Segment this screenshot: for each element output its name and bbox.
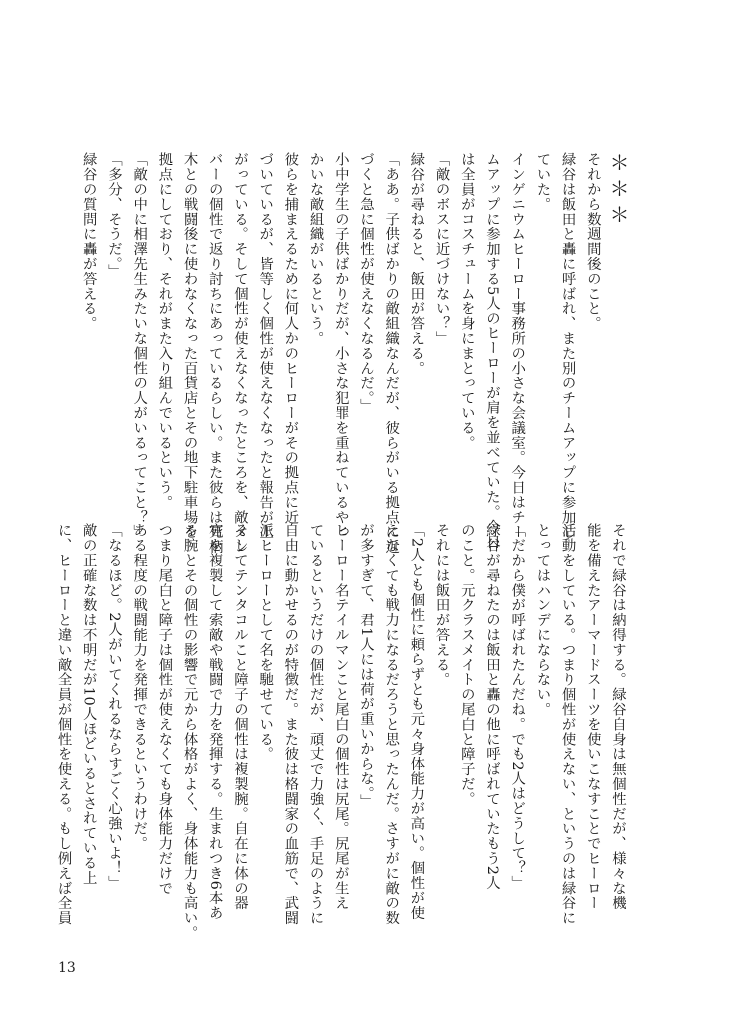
text-line: そしてテンタコルこと障子の個性は複製腕。自在に体の器 — [231, 523, 248, 911]
text-line: 彼らを捕まえるために何人かのヒーローがその拠点に近 — [282, 152, 299, 525]
text-line: る腕とその個性の影響で元から体格がよく、身体能力も高い。 — [181, 523, 198, 941]
text-line: 敵の正確な数は不明だが10人ほどいるとされている上 — [80, 523, 97, 886]
text-line: 「だから僕が呼ばれたんだね。でも2人はどうして？」 — [509, 523, 526, 891]
text-line: 緑谷の質問に轟が答える。 — [80, 152, 97, 331]
text-line: ヒーロー名テイルマンこと尾白の個性は尻尾。尻尾が生え — [332, 523, 349, 911]
text-line: 拠点にしており、それがまた入り組んでいるという。 — [156, 152, 173, 510]
text-line: づくと急に個性が使えなくなるんだ。」 — [357, 152, 374, 413]
lower-text-block — [55, 523, 630, 943]
text-line: 緑谷が尋ねると、飯田が答える。 — [408, 152, 425, 376]
text-line: かいな敵組織がいるという。 — [307, 152, 324, 346]
text-line: ムアップに参加する5人のヒーローが肩を並べていた。今日 — [483, 152, 500, 550]
text-line: それには飯田が答える。 — [433, 523, 450, 687]
text-line: 小中学生の子供ばかりだが、小さな犯罪を重ねているやっ — [332, 152, 349, 540]
page-number: 13 — [58, 960, 76, 976]
text-line: 「敵のボスに近づけない？」 — [433, 152, 450, 346]
text-line: それから数週間後のこと。 — [584, 152, 601, 331]
text-line: 緑谷は飯田と轟に呼ばれ、また別のチームアップに参加し — [559, 152, 576, 540]
text-line: 「ああ。子供ばかりの敵組織なんだが、彼らがいる拠点に近 — [383, 152, 400, 555]
text-line: ていた。 — [534, 152, 551, 212]
text-line: バーの個性で返り討ちにあっているらしい。また彼らは死柄 — [206, 152, 223, 555]
text-line: 官を複製して索敵や戦闘で力を発揮する。生まれつき6本あ — [206, 523, 223, 921]
text-line: 「2人とも個性に頼らずとも元々身体能力が高い。個性が使 — [408, 523, 425, 921]
text-line: がっている。そして個性が使えなくなったところを、敵メン — [231, 152, 248, 555]
text-line: 派ヒーローとして名を馳せている。 — [257, 523, 274, 762]
text-line: 能を備えたアーマードスーツを使いこなすことでヒーロー — [584, 523, 601, 911]
text-line: 木との戦闘後に使わなくなった百貨店とその地下駐車場を — [181, 152, 198, 540]
text-line: が多すぎて、君1人には荷が重いからな。」 — [357, 523, 374, 809]
text-line: ているというだけの個性だが、頑丈で力強く、手足のように — [307, 523, 324, 926]
text-line: 「敵の中に相澤先生みたいな個性の人がいるってこと？」 — [131, 152, 148, 540]
text-line: とってはハンデにならない。 — [534, 523, 551, 717]
text-line: に、ヒーローと違い敵全員が個性を使える。もし例えば全員 — [55, 523, 72, 926]
text-line: 緑谷が尋ねたのは飯田と轟の他に呼ばれていたもう2人 — [483, 523, 500, 891]
section-divider: ＊＊＊ — [606, 152, 630, 230]
text-line: インゲニウムヒーロー事務所の小さな会議室。今日はチー — [509, 152, 526, 540]
text-line: 自由に動かせるのが特徴だ。また彼は格闘家の血筋で、武闘 — [282, 523, 299, 926]
upper-text-block — [68, 152, 630, 555]
text-line: それで緑谷は納得する。緑谷自身は無個性だが、様々な機 — [610, 523, 626, 911]
text-line: つまり尾白と障子は個性が使えなくても身体能力だけで — [156, 523, 173, 896]
text-line: は全員がコスチュームを身にまとっている。 — [458, 152, 475, 450]
text-line: ある程度の戦闘能力を発揮できるというわけだ。 — [131, 523, 148, 851]
text-line: 活動をしている。つまり個性が使えない、というのは緑谷に — [559, 523, 576, 926]
text-line: えなくても戦力になるだろうと思ったんだ。さすがに敵の数 — [383, 523, 400, 926]
text-line: 「なるほど。2人がいてくれるならすごく心強いよ！」 — [105, 523, 122, 891]
text-line: のこと。元クラスメイトの尾白と障子だ。 — [458, 523, 475, 807]
text-line: づいているが、皆等しく個性が使えなくなったと報告が上 — [257, 152, 274, 540]
text-line: 「多分、そうだ。」 — [105, 152, 122, 279]
